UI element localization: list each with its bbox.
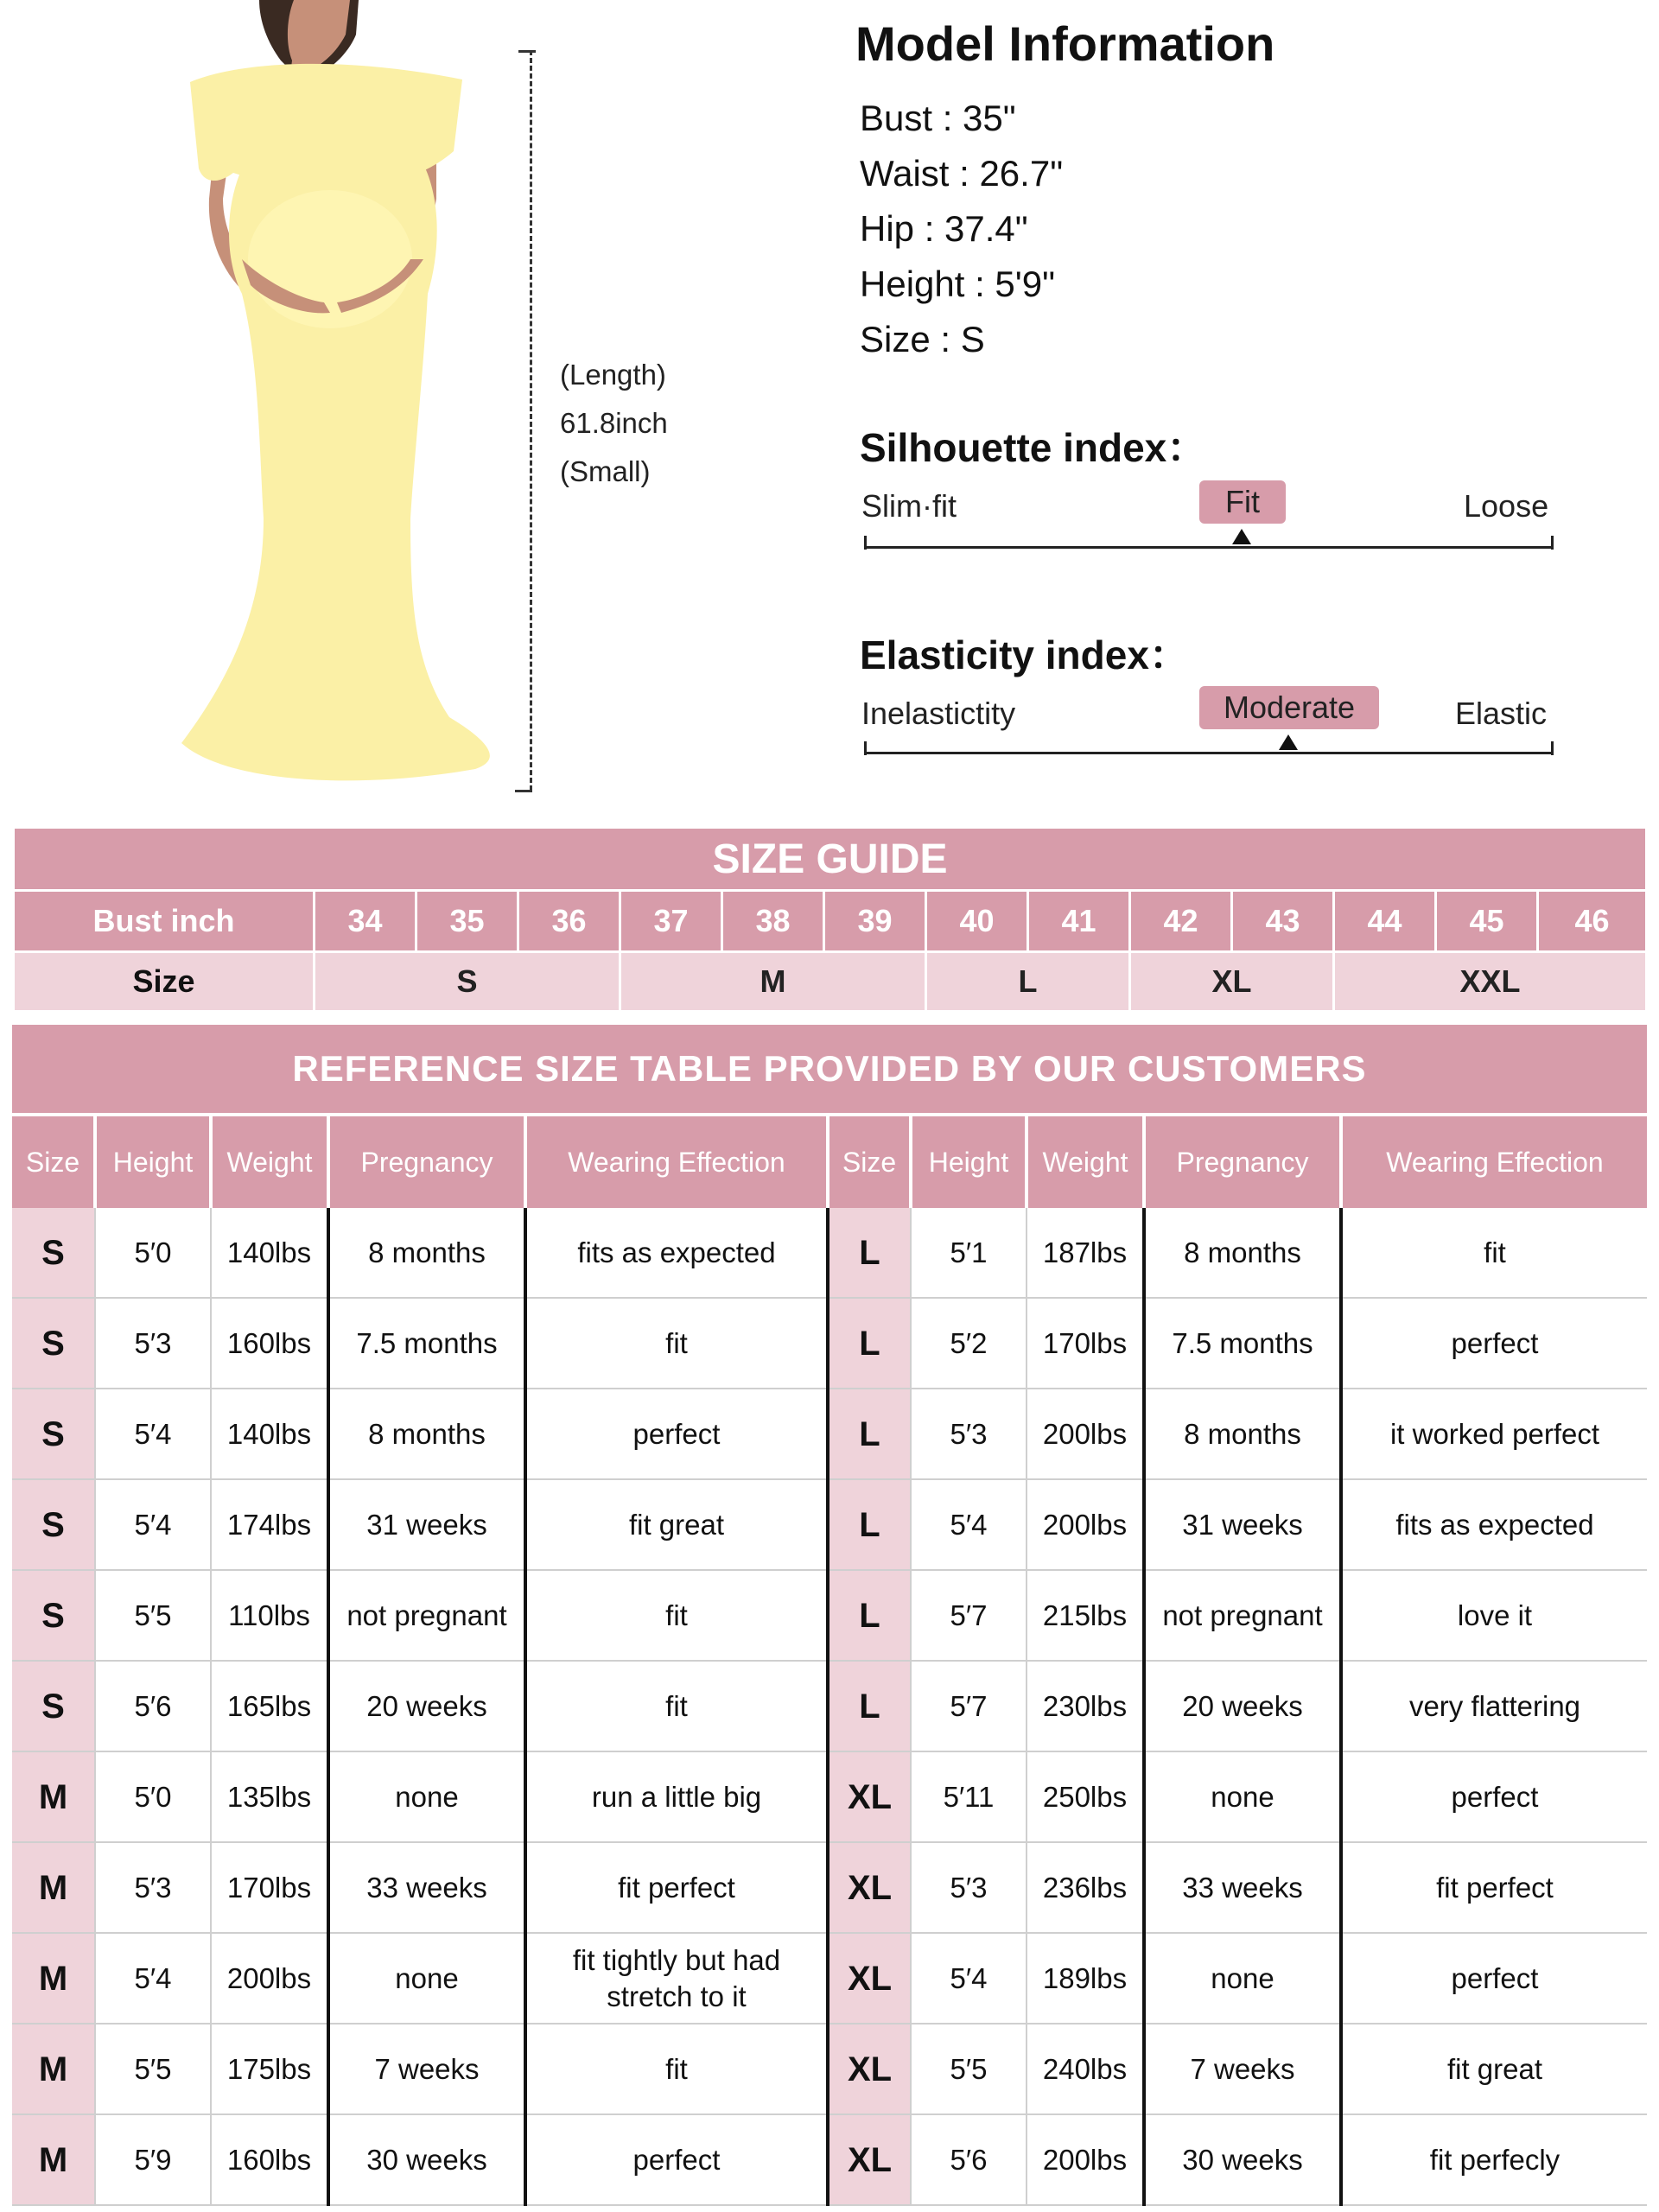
bust-cell: 40 xyxy=(926,891,1028,952)
cell-height: 5′0 xyxy=(95,1208,211,1298)
bust-cell: 46 xyxy=(1538,891,1647,952)
size-row xyxy=(14,952,1647,1012)
cell-pregnancy: 8 months xyxy=(1144,1389,1341,1479)
reference-row xyxy=(12,1842,1647,1933)
cell-height: 5′4 xyxy=(95,1933,211,2024)
silhouette-left-label: Slim·fit xyxy=(861,488,957,524)
cell-weight: 174lbs xyxy=(211,1479,328,1570)
reference-row xyxy=(12,1479,1647,1570)
bust-row xyxy=(14,891,1647,952)
cell-size: S xyxy=(12,1298,95,1389)
cell-pregnancy: 8 months xyxy=(328,1208,525,1298)
cell-weight: 200lbs xyxy=(1027,2114,1144,2205)
cell-size: L xyxy=(828,1208,911,1298)
reference-row xyxy=(12,2024,1647,2114)
reference-row xyxy=(12,1298,1647,1389)
cell-size: M xyxy=(12,2114,95,2205)
reference-row xyxy=(12,1661,1647,1751)
cell-pregnancy: 33 weeks xyxy=(1144,1842,1341,1933)
cell-size: L xyxy=(828,1298,911,1389)
model-info-title: Model Information xyxy=(855,16,1275,71)
cell-weight: 240lbs xyxy=(1027,2024,1144,2114)
cell-wearing-effection: fit xyxy=(525,1661,828,1751)
cell-pregnancy: 30 weeks xyxy=(328,2114,525,2205)
cell-weight: 200lbs xyxy=(1027,1389,1144,1479)
silhouette-right-label: Loose xyxy=(1464,488,1549,524)
cell-height: 5′6 xyxy=(911,2114,1027,2205)
cell-wearing-effection: fit xyxy=(525,1570,828,1661)
reference-row xyxy=(12,2114,1647,2205)
cell-height: 5′3 xyxy=(95,1298,211,1389)
cell-weight: 135lbs xyxy=(211,1751,328,1842)
elasticity-value-badge: Moderate xyxy=(1199,686,1379,729)
cell-pregnancy: not pregnant xyxy=(328,1570,525,1661)
cell-size: S xyxy=(12,1570,95,1661)
cell-height: 5′5 xyxy=(911,2024,1027,2114)
cell-weight: 200lbs xyxy=(1027,1479,1144,1570)
bust-cell: 39 xyxy=(824,891,926,952)
silhouette-scale-line xyxy=(864,546,1554,549)
silhouette-scale-tick-right xyxy=(1551,536,1554,550)
cell-weight: 230lbs xyxy=(1027,1661,1144,1751)
cell-pregnancy: not pregnant xyxy=(1144,1570,1341,1661)
cell-pregnancy: 20 weeks xyxy=(1144,1661,1341,1751)
header-wearing-effection: Wearing Effection xyxy=(1341,1116,1647,1208)
cell-wearing-effection: perfect xyxy=(1341,1298,1647,1389)
cell-size: L xyxy=(828,1570,911,1661)
header-height: Height xyxy=(911,1116,1027,1208)
cell-weight: 160lbs xyxy=(211,2114,328,2205)
cell-size: S xyxy=(12,1479,95,1570)
cell-weight: 175lbs xyxy=(211,2024,328,2114)
reference-row xyxy=(12,1570,1647,1661)
cell-pregnancy: 8 months xyxy=(1144,1208,1341,1298)
silhouette-scale-tick-left xyxy=(864,536,867,550)
model-info-size: Size : S xyxy=(860,319,985,359)
cell-size: M xyxy=(12,1842,95,1933)
bust-cell: 35 xyxy=(416,891,518,952)
model-info-waist: Waist : 26.7" xyxy=(860,153,1064,194)
header-size: Size xyxy=(12,1116,95,1208)
cell-height: 5′11 xyxy=(911,1751,1027,1842)
cell-pregnancy: none xyxy=(328,1751,525,1842)
size-guide-title: SIZE GUIDE xyxy=(14,828,1647,891)
reference-table xyxy=(12,1116,1647,2206)
cell-weight: 140lbs xyxy=(211,1208,328,1298)
silhouette-marker-icon xyxy=(1232,529,1251,544)
length-size-note: (Small) xyxy=(560,455,651,487)
bust-cell: 43 xyxy=(1232,891,1334,952)
length-cap-top xyxy=(518,50,536,53)
cell-wearing-effection: perfect xyxy=(1341,1933,1647,2024)
bust-cell: 34 xyxy=(315,891,416,952)
cell-height: 5′0 xyxy=(95,1751,211,1842)
cell-pregnancy: none xyxy=(328,1933,525,2024)
elasticity-left-label: Inelastictity xyxy=(861,696,1016,731)
silhouette-value-badge: Fit xyxy=(1199,480,1286,524)
bust-cell: 41 xyxy=(1028,891,1130,952)
cell-size: XL xyxy=(828,1933,911,2024)
bust-cell: 44 xyxy=(1334,891,1436,952)
model-info-bust: Bust : 35" xyxy=(860,98,1016,138)
cell-wearing-effection: fit xyxy=(1341,1208,1647,1298)
cell-pregnancy: 7 weeks xyxy=(328,2024,525,2114)
cell-wearing-effection: run a little big xyxy=(525,1751,828,1842)
cell-size: S xyxy=(12,1389,95,1479)
reference-title: REFERENCE SIZE TABLE PROVIDED BY OUR CUSTOMERS xyxy=(12,1025,1647,1113)
header-weight: Weight xyxy=(1027,1116,1144,1208)
cell-height: 5′7 xyxy=(911,1570,1027,1661)
length-dimension-line xyxy=(530,50,532,791)
cell-height: 5′4 xyxy=(911,1933,1027,2024)
cell-height: 5′4 xyxy=(95,1389,211,1479)
length-label-line: (Length) xyxy=(560,359,666,391)
length-label xyxy=(560,351,668,496)
cell-pregnancy: 20 weeks xyxy=(328,1661,525,1751)
cell-pregnancy: 8 months xyxy=(328,1389,525,1479)
cell-wearing-effection: it worked perfect xyxy=(1341,1389,1647,1479)
elasticity-title: Elasticity index： xyxy=(860,632,1189,677)
cell-size: S xyxy=(12,1208,95,1298)
bust-row-label: Bust inch xyxy=(14,891,315,952)
cell-pregnancy: 7 weeks xyxy=(1144,2024,1341,2114)
cell-weight: 165lbs xyxy=(211,1661,328,1751)
size-cell-xl: XL xyxy=(1130,952,1334,1012)
cell-size: M xyxy=(12,1751,95,1842)
cell-height: 5′3 xyxy=(911,1842,1027,1933)
cell-wearing-effection: fit perfect xyxy=(525,1842,828,1933)
reference-table-body xyxy=(12,1208,1647,2205)
cell-height: 5′5 xyxy=(95,2024,211,2114)
reference-row xyxy=(12,1751,1647,1842)
cell-weight: 170lbs xyxy=(1027,1298,1144,1389)
cell-pregnancy: none xyxy=(1144,1751,1341,1842)
cell-size: M xyxy=(12,2024,95,2114)
model-photo xyxy=(130,0,536,795)
cell-wearing-effection: fits as expected xyxy=(1341,1479,1647,1570)
length-value: 61.8inch xyxy=(560,407,668,439)
cell-height: 5′4 xyxy=(95,1479,211,1570)
cell-size: L xyxy=(828,1389,911,1479)
cell-height: 5′4 xyxy=(911,1479,1027,1570)
size-guide-table xyxy=(12,826,1648,1013)
header-pregnancy: Pregnancy xyxy=(1144,1116,1341,1208)
cell-weight: 140lbs xyxy=(211,1389,328,1479)
header-pregnancy: Pregnancy xyxy=(328,1116,525,1208)
cell-wearing-effection: fit perfect xyxy=(1341,1842,1647,1933)
cell-wearing-effection: fit tightly but had stretch to it xyxy=(525,1933,828,2024)
cell-wearing-effection: perfect xyxy=(525,1389,828,1479)
bust-cell: 36 xyxy=(518,891,620,952)
size-row-label: Size xyxy=(14,952,315,1012)
cell-height: 5′3 xyxy=(95,1842,211,1933)
cell-size: M xyxy=(12,1933,95,2024)
cell-wearing-effection: fit great xyxy=(1341,2024,1647,2114)
header-size: Size xyxy=(828,1116,911,1208)
elasticity-scale-tick-right xyxy=(1551,741,1554,755)
cell-wearing-effection: fit great xyxy=(525,1479,828,1570)
header-height: Height xyxy=(95,1116,211,1208)
header-wearing-effection: Wearing Effection xyxy=(525,1116,828,1208)
bust-cell: 38 xyxy=(722,891,824,952)
elasticity-marker-icon xyxy=(1279,734,1298,750)
size-guide xyxy=(12,826,1647,1013)
cell-wearing-effection: very flattering xyxy=(1341,1661,1647,1751)
cell-size: S xyxy=(12,1661,95,1751)
cell-weight: 250lbs xyxy=(1027,1751,1144,1842)
cell-height: 5′6 xyxy=(95,1661,211,1751)
cell-wearing-effection: fit xyxy=(525,2024,828,2114)
cell-height: 5′2 xyxy=(911,1298,1027,1389)
cell-pregnancy: 31 weeks xyxy=(1144,1479,1341,1570)
bust-cell: 42 xyxy=(1130,891,1232,952)
size-cell-m: M xyxy=(620,952,926,1012)
cell-weight: 170lbs xyxy=(211,1842,328,1933)
cell-size: XL xyxy=(828,2024,911,2114)
size-cell-l: L xyxy=(926,952,1130,1012)
bust-cell: 45 xyxy=(1436,891,1538,952)
cell-wearing-effection: perfect xyxy=(525,2114,828,2205)
cell-wearing-effection: perfect xyxy=(1341,1751,1647,1842)
size-cell-s: S xyxy=(315,952,620,1012)
cell-pregnancy: none xyxy=(1144,1933,1341,2024)
bust-cell: 37 xyxy=(620,891,722,952)
model-info-list xyxy=(860,91,1063,367)
cell-weight: 215lbs xyxy=(1027,1570,1144,1661)
cell-height: 5′9 xyxy=(95,2114,211,2205)
cell-pregnancy: 31 weeks xyxy=(328,1479,525,1570)
reference-row xyxy=(12,1208,1647,1298)
elasticity-scale-tick-left xyxy=(864,741,867,755)
cell-pregnancy: 7.5 months xyxy=(328,1298,525,1389)
cell-pregnancy: 33 weeks xyxy=(328,1842,525,1933)
reference-row xyxy=(12,1933,1647,2024)
model-info-hip: Hip : 37.4" xyxy=(860,208,1028,249)
elasticity-scale-line xyxy=(864,752,1554,754)
cell-weight: 189lbs xyxy=(1027,1933,1144,2024)
cell-height: 5′1 xyxy=(911,1208,1027,1298)
cell-weight: 236lbs xyxy=(1027,1842,1144,1933)
cell-height: 5′3 xyxy=(911,1389,1027,1479)
cell-size: XL xyxy=(828,2114,911,2205)
cell-size: L xyxy=(828,1661,911,1751)
header-weight: Weight xyxy=(211,1116,328,1208)
size-cell-xxl: XXL xyxy=(1334,952,1647,1012)
cell-weight: 160lbs xyxy=(211,1298,328,1389)
cell-size: XL xyxy=(828,1842,911,1933)
cell-weight: 200lbs xyxy=(211,1933,328,2024)
silhouette-title: Silhouette index： xyxy=(860,425,1207,470)
length-cap-bottom xyxy=(515,790,532,792)
model-info-height: Height : 5'9" xyxy=(860,264,1056,304)
elasticity-right-label: Elastic xyxy=(1455,696,1548,731)
cell-weight: 187lbs xyxy=(1027,1208,1144,1298)
cell-wearing-effection: fit xyxy=(525,1298,828,1389)
cell-pregnancy: 7.5 months xyxy=(1144,1298,1341,1389)
cell-pregnancy: 30 weeks xyxy=(1144,2114,1341,2205)
cell-size: L xyxy=(828,1479,911,1570)
cell-height: 5′5 xyxy=(95,1570,211,1661)
cell-weight: 110lbs xyxy=(211,1570,328,1661)
reference-header-row xyxy=(12,1116,1647,1208)
cell-height: 5′7 xyxy=(911,1661,1027,1751)
cell-wearing-effection: fit perfecly xyxy=(1341,2114,1647,2205)
cell-wearing-effection: fits as expected xyxy=(525,1208,828,1298)
cell-size: XL xyxy=(828,1751,911,1842)
cell-wearing-effection: love it xyxy=(1341,1570,1647,1661)
reference-row xyxy=(12,1389,1647,1479)
